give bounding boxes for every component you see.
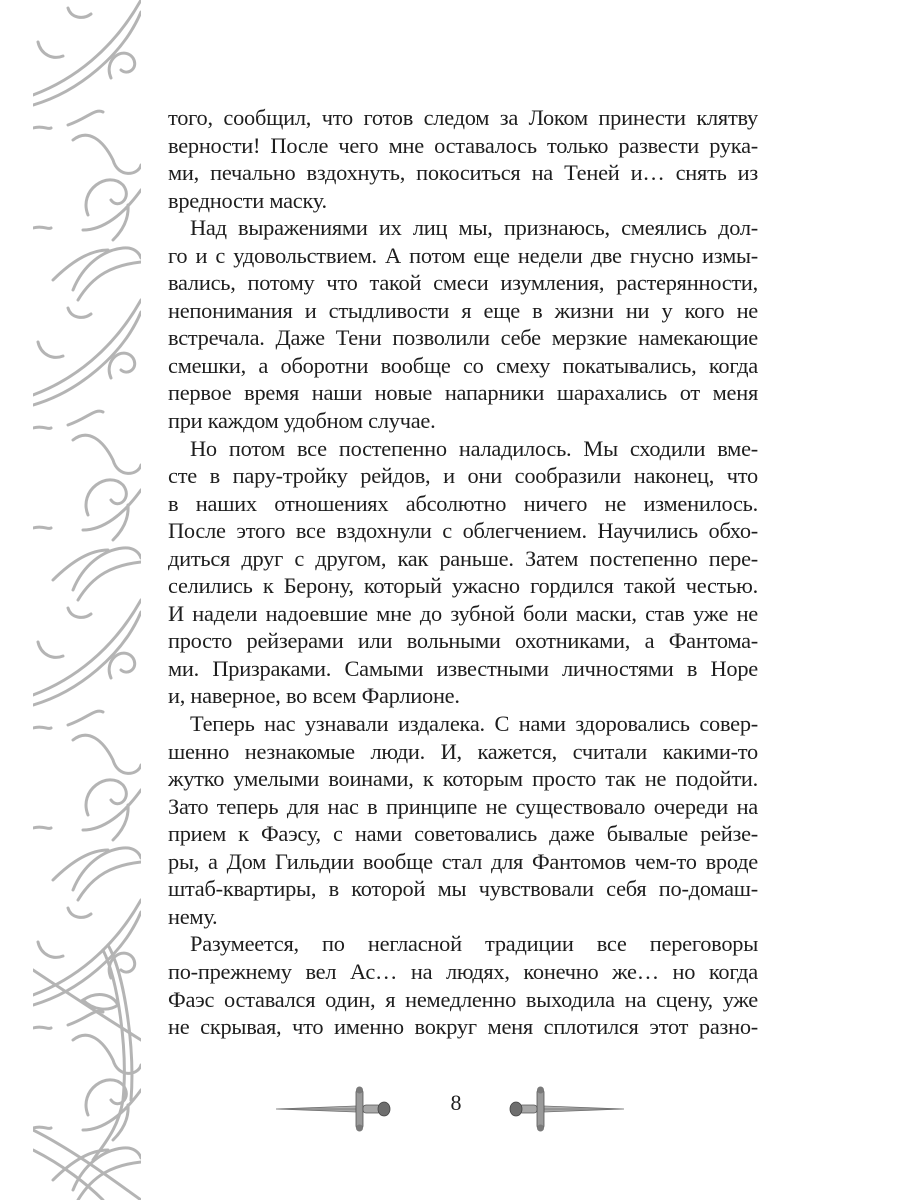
text-line: шенно незнакомые люди. И, кажется, считали какими-то — [168, 738, 758, 764]
left-floral-border — [33, 0, 141, 1200]
paragraph — [168, 435, 758, 710]
text-line: После этого все вздохнули с облегчением. Научились обхо- — [168, 518, 758, 544]
sword-icon — [274, 1086, 392, 1132]
text-line: ми, печально вздохнуть, покоситься на Теней и… снять из — [168, 160, 758, 186]
text-line: просто рейзерами или вольными охотниками, а Фантома- — [168, 628, 758, 654]
text-line: непонимания и стыдливости я еще в жизни ни у кого не — [168, 297, 758, 323]
text-line: И надели надоевшие мне до зубной боли маски, став уже не — [168, 600, 758, 626]
text-line: Фаэс оставался один, я немедленно выходила на сцену, уже — [168, 986, 758, 1012]
text-line: го и с удовольствием. А потом еще недели две гнусно измы- — [168, 242, 758, 268]
text-line: штаб-квартиры, в которой мы чувствовали себя по-домаш- — [168, 876, 758, 902]
text-line: Разумеется, по негласной традиции все переговоры — [190, 931, 758, 957]
text-line: Над выражениями их лиц мы, признаюсь, смеялись дол- — [190, 215, 758, 241]
text-line: селились к Берону, который ужасно гордился такой честью. — [168, 573, 758, 599]
paragraph — [168, 710, 758, 930]
text-line: встречала. Даже Тени позволили себе мерзкие намекающие — [168, 325, 758, 351]
paragraph — [168, 214, 758, 434]
text-line: первое время наши новые напарники шарахались от меня — [168, 380, 758, 406]
text-line: верности! После чего мне оставалось только развести рука- — [168, 132, 758, 158]
text-line: вались, потому что такой смеси изумления, растерянности, — [168, 270, 758, 296]
text-line: Зато теперь для нас в принципе не существовало очереди на — [168, 793, 758, 819]
text-line: того, сообщил, что готов следом за Локом принести клятву — [168, 105, 758, 130]
text-line: жутко умелыми воинами, к которым просто так не подойти. — [168, 766, 758, 792]
text-line: в наших отношениях абсолютно ничего не изменилось. — [168, 490, 758, 516]
text-line: Теперь нас узнавали издалека. С нами здоровались совер- — [190, 711, 758, 737]
text-line: смешки, а оборотни вообще со смеху покатывались, когда — [168, 352, 758, 378]
text-line: ры, а Дом Гильдии вообще стал для Фантомов чем-то вроде — [168, 848, 758, 874]
text-line: прием к Фаэсу, с нами советовались даже бывалые рейзе- — [168, 821, 758, 847]
text-line: ми. Призраками. Самыми известными личностями в Норе — [168, 655, 758, 681]
text-line: вредности маску. — [168, 187, 327, 213]
text-line: сте в пару-тройку рейдов, и они сообразили наконец, что — [168, 463, 758, 489]
text-line: и, наверное, во всем Фарлионе. — [168, 683, 460, 709]
text-line: не скрывая, что именно вокруг меня сплотился этот разно- — [168, 1014, 758, 1040]
paragraph — [168, 930, 758, 1040]
page-number: 8 — [450, 1090, 462, 1115]
sword-icon — [508, 1086, 626, 1132]
text-line: при каждом удобном случае. — [168, 408, 436, 434]
floral-scroll-ornament-icon — [33, 0, 141, 1200]
paragraph — [168, 104, 758, 214]
text-line: по-прежнему вел Ас… на людях, конечно же… но когда — [168, 958, 758, 984]
book-page-text — [168, 104, 758, 1041]
text-line: нему. — [168, 903, 218, 929]
page-footer — [0, 1082, 900, 1132]
text-line: диться друг с другом, как раньше. Затем постепенно пере- — [168, 545, 758, 571]
text-line: Но потом все постепенно наладилось. Мы сходили вме- — [190, 435, 758, 461]
